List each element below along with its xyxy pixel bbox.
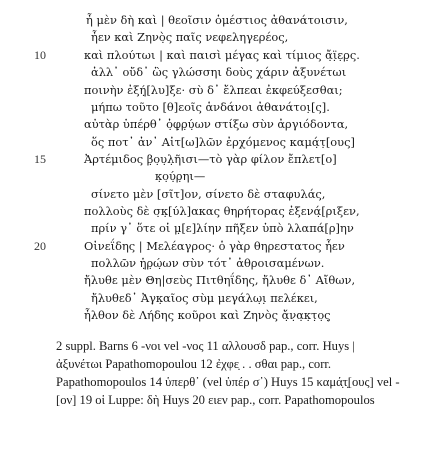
verse-line: πολλοὺς δὲ σ̣κ̣[ύλ]ακας θηρήτορας ἐξενά̣[ριξεν, (84, 204, 360, 218)
line-number: 15 (34, 152, 46, 166)
verse-line: ἤλυθε μὲν Θη|σεὺς Πιτθηΐδης, ἤλυθε δ᾽ Αἴθων, (84, 273, 356, 287)
verse-line: Οἰνεΐδης | Μελέαγρος· ὁ γὰρ θηρεστατος ἦεν (84, 239, 345, 253)
verse-line: ἀλλ᾽ οὔδ᾽ ὣς γλώσσηι δοὺς χάριν ἀξυνέτωι (91, 65, 347, 79)
verse-line: ἦλθον δὲ Λήδης κοῦροι καὶ Ζηνὸς ἄ̣ν̣α̣κ̣τ̣ο̣ς̣ (84, 308, 331, 322)
verse-line: σίνετο μὲν [σῖτ]ον, σίνετο δὲ σταφυλάς, (91, 187, 326, 201)
line-number: 10 (34, 48, 46, 62)
verse-line: ποινὴν ἐξή̣[λυ]ξε· σὺ δ᾽ ἔλπεαι ἐκφεύξεσθαι; (84, 83, 343, 97)
verse-line: πρίν γ᾽ ὅτε οἱ μ̣[ε]λίην πῆξεν ὑπὸ λλαπά[ρ]ην (91, 221, 354, 235)
verse-line: ἦ μὲν δὴ καὶ | θεοῖσιν ὁμέστιος ἀθανάτοισιν, (86, 13, 348, 27)
apparatus-line: Papathomopoulos 14 ὑπερθ᾽ (vel ὑπέρ σ᾽) Huys 15 καμά̣τ̣[ους] vel - (56, 375, 400, 389)
apparatus-line: ἀξυνέτωι Papathomopoulou 12 ἐχφε̣ . . σθαι pap., corr. (56, 357, 332, 371)
verse-line: ἦεν καὶ Ζηνὸ̣ς παῖς νεφεληγερέος, (91, 30, 289, 44)
verse-line: καὶ πλούτωι | καὶ παισὶ μέγας καὶ τίμιος ἄ̣ϊ̣ε̣ρ̣ς. (84, 48, 360, 62)
line-number: 20 (34, 239, 46, 253)
verse-line: Ἀρτέμιδος β̣ο̣υ̣λ̣ῆισι—τὸ γὰρ φίλον ἔπλετ[ο] (84, 152, 337, 166)
apparatus-line: 2 suppl. Barns 6 -νοι vel -νος 11 αλλουσδ pap., corr. Huys | (56, 339, 355, 353)
verse-line: μήπω τοῦτο [θ]εοῖς ἁνδάνοι ἀθανάτοι̣[ς]. (91, 100, 330, 114)
verse-line: πολλῶν ἡ̣ρ̣ώ̣ων σὺν τότ᾽ ἀθροισαμένων. (91, 256, 325, 270)
verse-line: κ̣ο̣ύ̣ρ̣ηι— (155, 169, 206, 183)
verse-line: ἤλυθεδ᾽ Ἀγκ̣αῖος σὺμ μεγάλω̣ι̣ πελέκει, (91, 291, 318, 305)
apparatus-line: [ον] 19 οἱ Luppe: δὴ Huys 20 ειεν pap., corr. Papathomopoulos (56, 393, 375, 407)
verse-line: αὐτὰρ ὑπέρθ᾽ ὀ̣φ̣ρ̣ύ̣ων στίξω σὺν ἀργιόδοντα, (84, 117, 349, 131)
verse-line: ὅς ποτ᾽ ἀν᾽ Αἰτ[ω]λῶν ἐρχόμενος καμά̣τ̣[ους] (91, 135, 355, 149)
